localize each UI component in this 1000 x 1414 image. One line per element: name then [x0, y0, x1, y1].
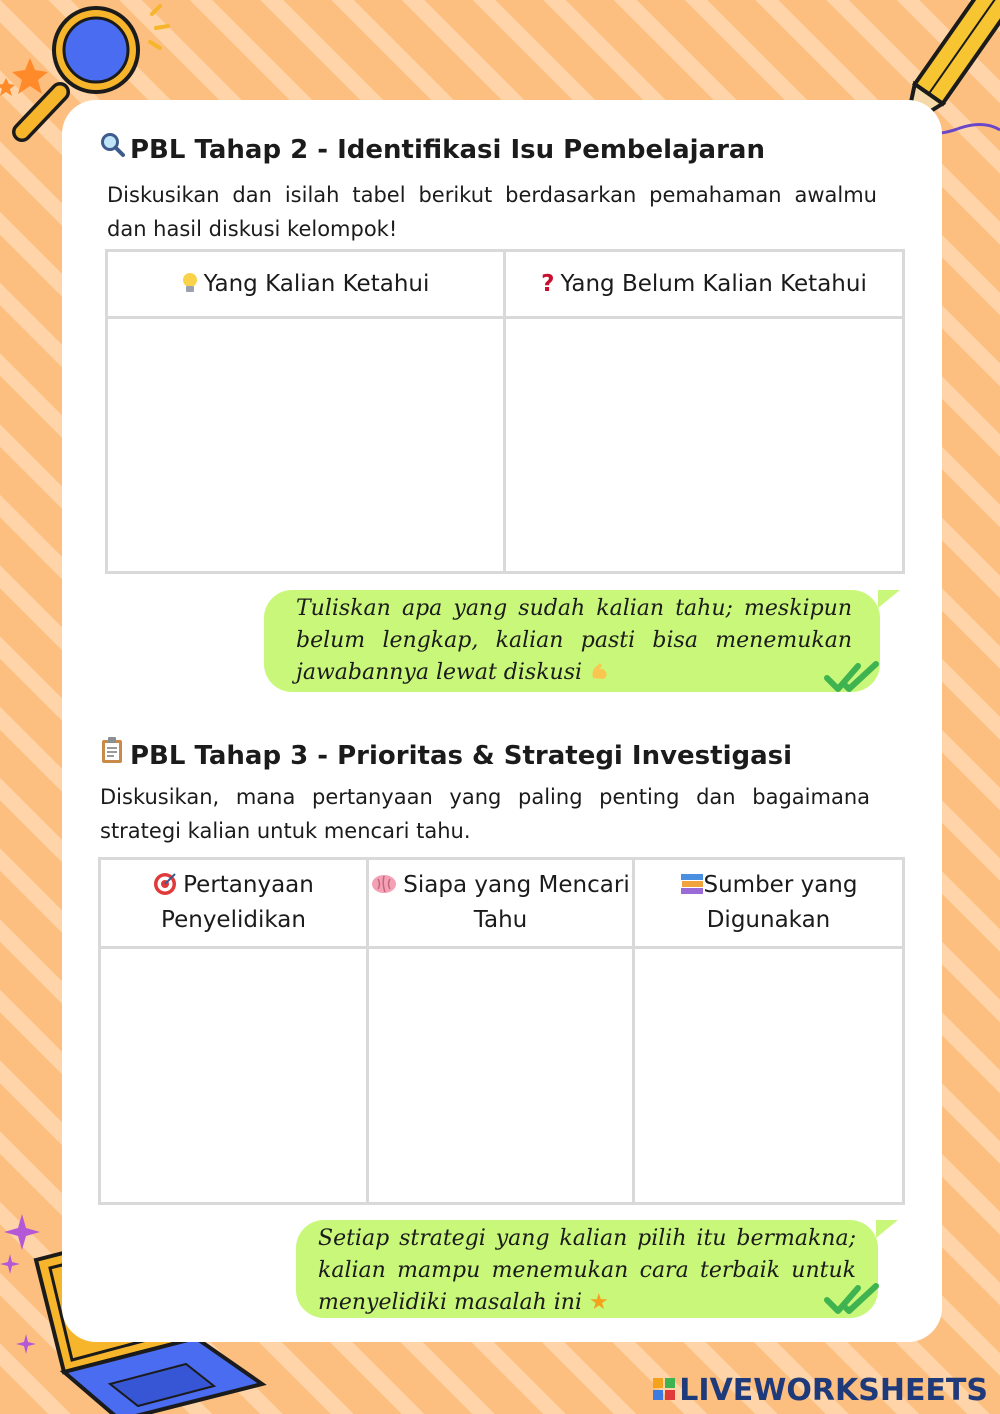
section3-table	[98, 857, 905, 1205]
note-tail	[878, 590, 900, 608]
column-who-label: Siapa yang Mencari Tahu	[403, 872, 630, 933]
section2-title	[100, 132, 765, 165]
table-header-row	[107, 251, 904, 318]
column-known-label: Yang Kalian Ketahui	[203, 270, 430, 297]
section3-note	[296, 1220, 878, 1318]
lightbulb-icon	[182, 271, 198, 297]
column-source-label: Sumber yang Digunakan	[703, 872, 858, 933]
double-check-icon	[824, 660, 880, 694]
liveworksheets-logo	[653, 1373, 988, 1408]
star-icon: ★	[589, 1290, 609, 1315]
section3-instructions: Diskusikan, mana pertanyaan yang paling penting dan bagaimana strategi kalian untuk mencari tahu.	[100, 785, 870, 843]
section3-title	[100, 736, 792, 771]
section3-note-text: Setiap strategi yang kalian pilih itu bermakna; kalian mampu menemukan cara terbaik untuk menyelidiki masalah ini	[318, 1226, 856, 1315]
sparkle-icon	[0, 1214, 40, 1354]
section3-title-text: PBL Tahap 3 - Prioritas & Strategi Investigasi	[130, 741, 793, 771]
answer-cell-question[interactable]	[100, 948, 368, 1204]
section2-table	[105, 249, 905, 574]
magnifier-icon	[100, 132, 130, 165]
column-source	[634, 859, 904, 948]
table-header-row	[100, 859, 904, 948]
column-question-label: Pertanyaan Penyelidikan	[161, 872, 314, 933]
sparkle-icon	[0, 58, 48, 96]
liveworksheets-logo-icon	[653, 1373, 675, 1395]
answer-cell-unknown[interactable]	[505, 318, 904, 573]
flexed-arm-icon	[589, 660, 611, 685]
column-unknown-label: Yang Belum Kalian Ketahui	[560, 270, 867, 297]
column-unknown	[505, 251, 904, 318]
table-row	[107, 318, 904, 573]
table-row	[100, 948, 904, 1204]
note-tail	[876, 1220, 898, 1238]
clipboard-icon	[100, 736, 130, 771]
answer-cell-known[interactable]	[107, 318, 505, 573]
target-icon	[153, 872, 177, 898]
column-who	[368, 859, 634, 948]
double-check-icon	[824, 1282, 880, 1316]
answer-cell-who[interactable]	[368, 948, 634, 1204]
column-known	[107, 251, 505, 318]
question-mark-icon: ?	[541, 270, 555, 297]
section2-title-text: PBL Tahap 2 - Identifikasi Isu Pembelajaran	[130, 135, 765, 165]
section2-note	[264, 590, 880, 692]
section2-instructions: Diskusikan dan isilah tabel berikut berdasarkan pemahaman awalmu dan hasil diskusi kelompok!	[107, 183, 877, 241]
answer-cell-source[interactable]	[634, 948, 904, 1204]
section2-note-text: Tuliskan apa yang sudah kalian tahu; meskipun belum lengkap, kalian pasti bisa menemukan jawabannya lewat diskusi	[296, 596, 852, 685]
books-icon	[680, 872, 704, 898]
column-question	[100, 859, 368, 948]
brain-icon	[371, 872, 397, 898]
brand-text: LIVEWORKSHEETS	[679, 1373, 988, 1408]
